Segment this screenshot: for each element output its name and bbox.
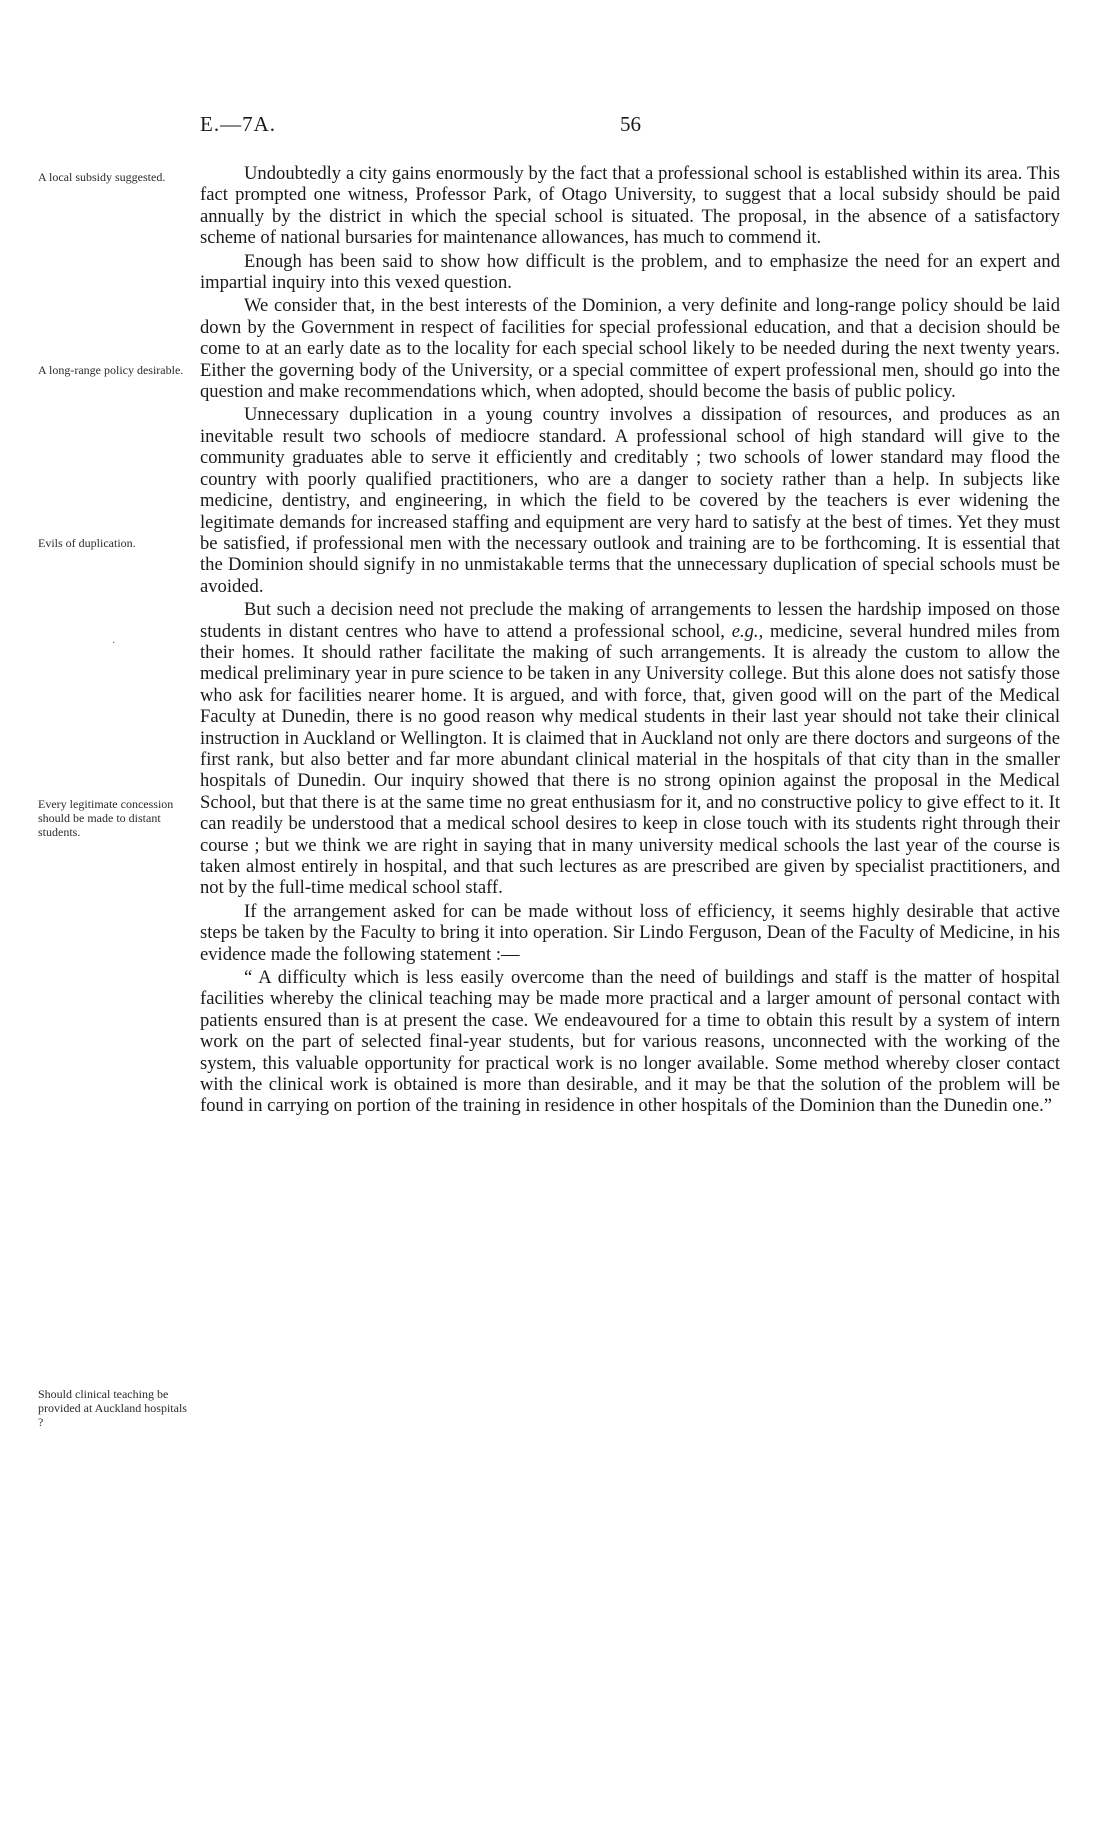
paragraph-distant-students (200, 599, 1060, 899)
stray-mark: · (112, 638, 116, 649)
paragraph-duplication: Unnecessary duplication in a young country involves a dissipation of resources, and produces as an inevitable result two schools of mediocre standard. A professional school of high standard will give to the community graduates able to serve it efficiently and creditably ; two schools of lower standard may flood the country with poorly qualified practitioners, who are a danger to society rather than a help. In subjects like medicine, dentistry, and engineering, in which the field to be covered by the teachers is ever widening the legitimate demands for increased staffing and equipment are very hard to satisfy at the best of times. Yet they must be satisfied, if professional men with the necessary outlook and training are to be forthcoming. It is essential that the Dominion should signify in no unmistakable terms that the unnecessary duplication of special schools must be avoided. (200, 404, 1060, 597)
document-reference: E.—7A. (200, 112, 276, 136)
sidenote-distant-students: Every legitimate concession should be made to distant students. (38, 797, 174, 839)
paragraph-distant-students-part-1: But such a decision need not preclude the making of arrangements to lessen the hardship imposed on those students in distant centres who have to attend a professional school, (200, 599, 1060, 642)
paragraph-expert-inquiry: Enough has been said to show how difficult is the problem, and to emphasize the need for an expert and impartial inquiry into this vexed question. (200, 250, 1060, 294)
paragraph-local-subsidy: Undoubtedly a city gains enormously by the fact that a professional school is established within its area. This fact prompted one witness, Professor Park, of Otago University, to suggest that a local subsidy should be paid annually by the district in which the special school is situated. The proposal, in the absence of a satisfactory scheme of national bursaries for maintenance allowances, has much to commend it. (200, 163, 1060, 249)
paragraph-faculty-action: If the arrangement asked for can be made without loss of efficiency, it seems highly desirable that active steps be taken by the Faculty to bring it into operation. Sir Lindo Ferguson, Dean of the Faculty of Medicine, in his evidence made the following statement :— (200, 900, 1060, 965)
paragraph-distant-students-part-2: , medicine, several hundred miles from their homes. It should rather facilitate the making of such arrangements. It is already the custom to allow the medical preliminary year in pure science to be taken in any University college. But this alone does not satisfy those who ask for facilities nearer home. It is argued, and with force, that, given good will on the part of the Medical Faculty at Dunedin, there is no good reason why medical students in their last year should not take their clinical instruction in Auckland or Wellington. It is claimed that in Auckland not only are there doctors and surgeons of the first rank, but also better and far more abundant clinical material in the hospitals of that city than in the smaller hospitals of Dunedin. Our inquiry showed that there is no strong opinion against the proposal in the Medical School, but that there is at the same time no great enthusiasm for it, and no constructive policy to give effect to it. It can readily be understood that a medical school desires to keep in close touch with its students right through their course ; but we think we are right in saying that in many university medical schools the last year of the course is taken almost entirely in hospital, and that such lectures as are prescribed are given by specialist practitioners, and not by the full-time medical school staff. (200, 620, 1060, 899)
page-number: 56 (620, 112, 641, 136)
paragraph-long-range-policy: We consider that, in the best interests of the Dominion, a very definite and long-range policy should be laid down by the Government in respect of facilities for special professional education, and that a decision should be come to at an early date as to the locality for each special school likely to be needed during the next twenty years. Either the governing body of the University, or a special committee of expert professional men, should go into the question and make recommendations which, when adopted, should become the basis of public policy. (200, 295, 1060, 403)
sidenote-long-range-policy: A long-range policy desirable. (38, 363, 184, 377)
abbreviation-eg: e.g. (731, 620, 759, 642)
sidenote-clinical-teaching: Should clinical teaching be provided at Auckland hospitals ? (38, 1387, 187, 1429)
quotation-dean-statement: “ A difficulty which is less easily overcome than the need of buildings and staff is the matter of hospital facilities whereby the clinical teaching may be made more practical and a larger amount of personal contact with patients ensured than is at present the case. We endeavoured for a time to obtain this result by a system of intern work on the part of selected final-year students, but for various reasons, unconnected with the working of the system, this valuable opportunity for practical work is no longer available. Some method whereby closer contact with the clinical work is obtained is more than desirable, and it may be that the solution of the problem will be found in carrying on portion of the training in residence in other hospitals of the Dominion than the Dunedin one.” (200, 967, 1060, 1117)
page-header (200, 112, 1060, 142)
body-text (200, 163, 1060, 1117)
sidenote-local-subsidy: A local subsidy suggested. (38, 170, 166, 184)
sidenote-evils-of-duplication: Evils of duplication. (38, 536, 136, 550)
